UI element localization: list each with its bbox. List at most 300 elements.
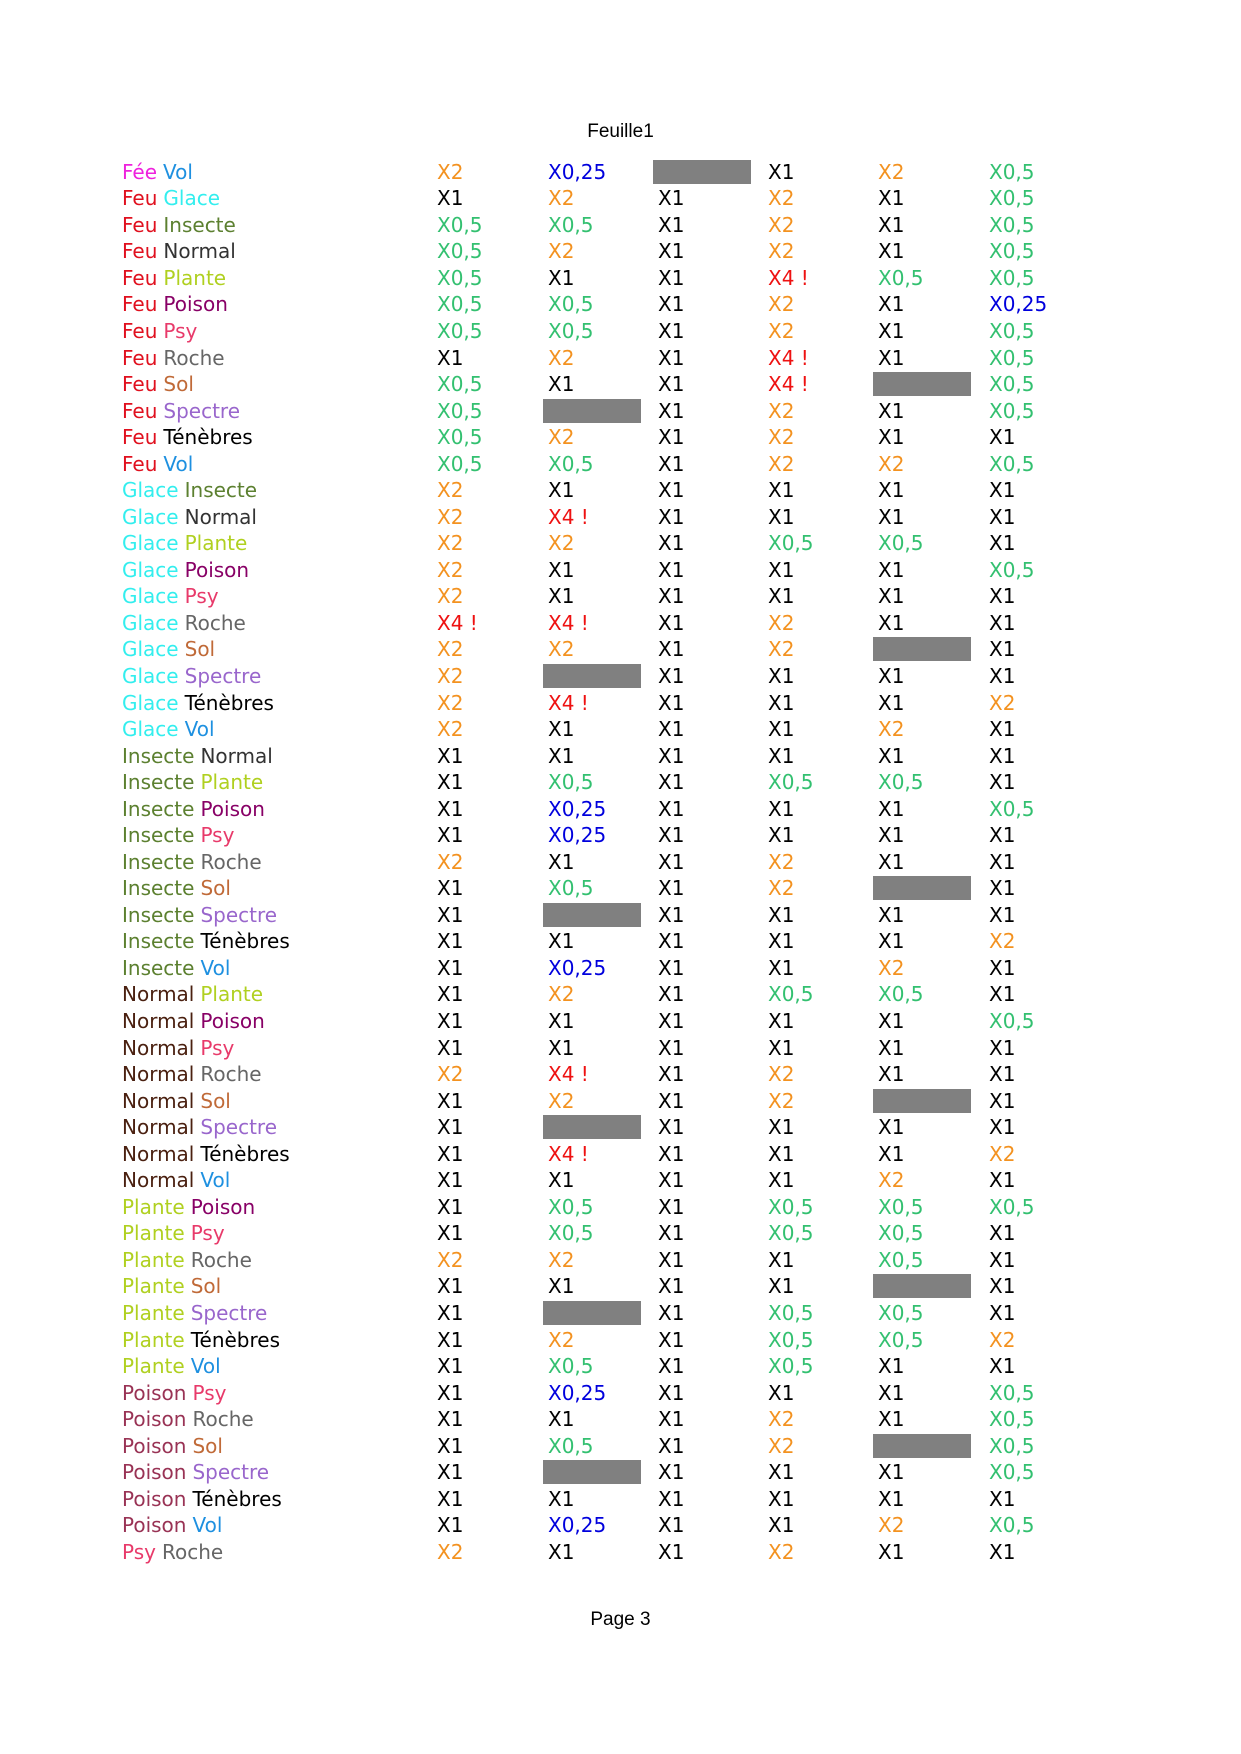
multiplier-value: X1 bbox=[768, 1486, 795, 1511]
multiplier-value: X1 bbox=[878, 849, 905, 874]
multiplier-value: X1 bbox=[437, 1460, 464, 1485]
secondary-type: Spectre bbox=[190, 1300, 268, 1325]
multiplier-value: X1 bbox=[989, 1539, 1016, 1564]
multiplier-value: X1 bbox=[658, 478, 685, 503]
multiplier-value: X1 bbox=[768, 478, 795, 503]
multiplier-cell bbox=[658, 1141, 768, 1168]
multiplier-cell bbox=[658, 690, 768, 717]
multiplier-value: X1 bbox=[989, 425, 1016, 450]
multiplier-value: X1 bbox=[548, 929, 575, 954]
multiplier-value: X1 bbox=[658, 372, 685, 397]
multiplier-cell bbox=[878, 1327, 988, 1354]
primary-type: Glace bbox=[122, 504, 179, 529]
multiplier-value: X0,5 bbox=[548, 318, 594, 343]
secondary-type: Plante bbox=[163, 265, 227, 290]
multiplier-cell bbox=[548, 1088, 658, 1115]
multiplier-cell bbox=[548, 291, 658, 318]
multiplier-value: X2 bbox=[768, 1407, 795, 1432]
multiplier-cell bbox=[768, 345, 878, 372]
secondary-type: Psy bbox=[184, 584, 219, 609]
multiplier-value: X1 bbox=[989, 610, 1016, 635]
multiplier-cell bbox=[768, 557, 878, 584]
multiplier-cell bbox=[548, 690, 658, 717]
multiplier-value: X2 bbox=[437, 849, 464, 874]
multiplier-cell bbox=[658, 1512, 768, 1539]
multiplier-cell bbox=[437, 1114, 547, 1141]
table-row bbox=[0, 1300, 1241, 1327]
multiplier-cell bbox=[768, 1406, 878, 1433]
primary-type: Poison bbox=[122, 1407, 187, 1432]
multiplier-value: X2 bbox=[548, 982, 575, 1007]
multiplier-cell bbox=[437, 477, 547, 504]
multiplier-cell bbox=[658, 743, 768, 770]
secondary-type: Sol bbox=[200, 1088, 231, 1113]
multiplier-value: X2 bbox=[548, 637, 575, 662]
multiplier-cell bbox=[658, 185, 768, 212]
multiplier-cell bbox=[878, 1194, 988, 1221]
multiplier-value: X2 bbox=[437, 690, 464, 715]
multiplier-cell bbox=[658, 557, 768, 584]
empty-cell bbox=[873, 1089, 971, 1113]
multiplier-cell bbox=[878, 1247, 988, 1274]
multiplier-cell bbox=[548, 610, 658, 637]
secondary-type: Spectre bbox=[200, 1115, 277, 1140]
secondary-type: Sol bbox=[163, 372, 194, 397]
multiplier-value: X1 bbox=[768, 1460, 795, 1485]
multiplier-value: X0,5 bbox=[548, 1194, 594, 1219]
multiplier-cell bbox=[768, 1114, 878, 1141]
secondary-type: Plante bbox=[184, 531, 248, 556]
multiplier-cell bbox=[548, 1512, 658, 1539]
multiplier-value: X1 bbox=[989, 876, 1016, 901]
multiplier-cell bbox=[768, 238, 878, 265]
secondary-type: Normal bbox=[163, 239, 236, 264]
multiplier-value: X2 bbox=[437, 531, 464, 556]
multiplier-cell bbox=[548, 1327, 658, 1354]
type-combination-label bbox=[122, 796, 265, 823]
multiplier-cell bbox=[989, 796, 1099, 823]
multiplier-cell bbox=[989, 1300, 1099, 1327]
multiplier-value: X1 bbox=[768, 1115, 795, 1140]
multiplier-value: X2 bbox=[437, 504, 464, 529]
multiplier-value: X1 bbox=[437, 902, 464, 927]
multiplier-value: X1 bbox=[878, 345, 905, 370]
multiplier-cell bbox=[768, 1459, 878, 1486]
type-combination-label bbox=[122, 1247, 252, 1274]
multiplier-cell bbox=[878, 822, 988, 849]
type-combination-label bbox=[122, 345, 225, 372]
table-row bbox=[0, 1061, 1241, 1088]
table-row bbox=[0, 716, 1241, 743]
multiplier-value: X2 bbox=[768, 1433, 795, 1458]
multiplier-value: X0,5 bbox=[768, 1221, 814, 1246]
multiplier-cell bbox=[548, 1167, 658, 1194]
type-combination-label bbox=[122, 1114, 277, 1141]
multiplier-cell bbox=[658, 610, 768, 637]
multiplier-value: X0,5 bbox=[989, 451, 1035, 476]
multiplier-cell bbox=[989, 690, 1099, 717]
secondary-type: Insecte bbox=[163, 212, 236, 237]
primary-type: Normal bbox=[122, 1141, 195, 1166]
type-combination-label bbox=[122, 1406, 254, 1433]
multiplier-cell bbox=[989, 1114, 1099, 1141]
table-row bbox=[0, 1273, 1241, 1300]
multiplier-cell bbox=[768, 1327, 878, 1354]
multiplier-value: X1 bbox=[437, 823, 464, 848]
empty-cell bbox=[873, 1274, 971, 1298]
multiplier-cell bbox=[878, 1406, 988, 1433]
multiplier-value: X2 bbox=[768, 186, 795, 211]
multiplier-value: X1 bbox=[658, 610, 685, 635]
table-row bbox=[0, 530, 1241, 557]
multiplier-cell bbox=[768, 185, 878, 212]
primary-type: Feu bbox=[122, 425, 158, 450]
multiplier-cell bbox=[548, 557, 658, 584]
multiplier-cell bbox=[437, 690, 547, 717]
multiplier-cell bbox=[878, 690, 988, 717]
table-row bbox=[0, 743, 1241, 770]
multiplier-value: X1 bbox=[878, 610, 905, 635]
multiplier-value: X1 bbox=[989, 743, 1016, 768]
multiplier-cell bbox=[437, 1380, 547, 1407]
primary-type: Plante bbox=[122, 1194, 185, 1219]
multiplier-value: X1 bbox=[658, 1513, 685, 1538]
multiplier-cell bbox=[878, 504, 988, 531]
multiplier-cell bbox=[548, 451, 658, 478]
multiplier-value: X1 bbox=[989, 664, 1016, 688]
multiplier-cell bbox=[658, 849, 768, 876]
multiplier-value: X1 bbox=[878, 1460, 905, 1485]
multiplier-cell bbox=[989, 1512, 1099, 1539]
multiplier-cell bbox=[878, 1061, 988, 1088]
multiplier-cell bbox=[878, 265, 988, 292]
multiplier-cell bbox=[768, 610, 878, 637]
multiplier-value: X2 bbox=[437, 717, 464, 742]
multiplier-cell bbox=[878, 849, 988, 876]
table-row bbox=[0, 1008, 1241, 1035]
multiplier-cell bbox=[548, 875, 658, 902]
multiplier-cell bbox=[548, 212, 658, 239]
multiplier-cell bbox=[437, 371, 547, 398]
multiplier-value: X1 bbox=[989, 531, 1016, 556]
multiplier-cell bbox=[768, 928, 878, 955]
secondary-type: Ténèbres bbox=[192, 1486, 282, 1511]
multiplier-cell bbox=[658, 636, 768, 663]
multiplier-value: X0,25 bbox=[548, 796, 607, 821]
multiplier-value: X1 bbox=[768, 1141, 795, 1166]
multiplier-value: X1 bbox=[989, 1221, 1016, 1246]
multiplier-cell bbox=[989, 583, 1099, 610]
multiplier-value: X1 bbox=[989, 955, 1016, 980]
multiplier-cell bbox=[768, 1512, 878, 1539]
multiplier-cell bbox=[658, 955, 768, 982]
multiplier-value: X2 bbox=[878, 159, 905, 184]
type-combination-label bbox=[122, 690, 274, 717]
multiplier-value: X1 bbox=[768, 1274, 795, 1299]
multiplier-value: X1 bbox=[658, 849, 685, 874]
primary-type: Normal bbox=[122, 982, 195, 1007]
multiplier-cell bbox=[658, 291, 768, 318]
multiplier-cell bbox=[548, 743, 658, 770]
empty-cell bbox=[873, 372, 971, 396]
multiplier-value: X1 bbox=[768, 1168, 795, 1193]
table-row bbox=[0, 796, 1241, 823]
secondary-type: Roche bbox=[200, 849, 262, 874]
multiplier-value: X1 bbox=[437, 186, 464, 211]
multiplier-value: X1 bbox=[658, 1380, 685, 1405]
multiplier-value: X1 bbox=[768, 902, 795, 927]
primary-type: Psy bbox=[122, 1539, 156, 1564]
primary-type: Fée bbox=[122, 159, 158, 184]
multiplier-cell bbox=[548, 265, 658, 292]
empty-cell bbox=[543, 903, 641, 927]
multiplier-value: X0,5 bbox=[548, 212, 594, 237]
multiplier-value: X0,5 bbox=[437, 425, 483, 450]
table-row bbox=[0, 185, 1241, 212]
primary-type: Glace bbox=[122, 717, 179, 742]
multiplier-cell bbox=[658, 1406, 768, 1433]
multiplier-value: X4 ! bbox=[768, 372, 809, 397]
multiplier-value: X1 bbox=[658, 345, 685, 370]
multiplier-cell bbox=[658, 1380, 768, 1407]
secondary-type: Ténèbres bbox=[200, 1141, 290, 1166]
primary-type: Insecte bbox=[122, 796, 195, 821]
multiplier-value: X0,5 bbox=[548, 876, 594, 901]
table-row bbox=[0, 610, 1241, 637]
multiplier-cell bbox=[658, 318, 768, 345]
multiplier-cell bbox=[989, 1406, 1099, 1433]
multiplier-cell bbox=[437, 663, 547, 690]
table-row bbox=[0, 1539, 1241, 1566]
multiplier-cell bbox=[548, 849, 658, 876]
multiplier-value: X1 bbox=[658, 504, 685, 529]
table-row bbox=[0, 1380, 1241, 1407]
type-combination-label bbox=[122, 291, 228, 318]
primary-type: Normal bbox=[122, 1009, 195, 1034]
multiplier-value: X1 bbox=[658, 557, 685, 582]
multiplier-value: X1 bbox=[878, 1486, 905, 1511]
secondary-type: Sol bbox=[184, 637, 216, 662]
multiplier-value: X0,5 bbox=[768, 1354, 814, 1379]
multiplier-cell bbox=[658, 981, 768, 1008]
multiplier-cell bbox=[658, 769, 768, 796]
secondary-type: Ténèbres bbox=[184, 690, 274, 715]
multiplier-cell bbox=[437, 1061, 547, 1088]
multiplier-cell bbox=[658, 875, 768, 902]
multiplier-value: X1 bbox=[437, 929, 464, 954]
multiplier-value: X1 bbox=[989, 1486, 1016, 1511]
multiplier-cell bbox=[989, 743, 1099, 770]
multiplier-value: X0,5 bbox=[548, 292, 594, 317]
empty-cell bbox=[543, 664, 641, 688]
multiplier-cell bbox=[989, 928, 1099, 955]
multiplier-cell bbox=[878, 1167, 988, 1194]
multiplier-cell bbox=[878, 424, 988, 451]
table-row bbox=[0, 398, 1241, 425]
secondary-type: Psy bbox=[192, 1380, 227, 1405]
multiplier-cell bbox=[548, 318, 658, 345]
multiplier-cell bbox=[548, 1035, 658, 1062]
type-combination-label bbox=[122, 530, 247, 557]
multiplier-value: X0,5 bbox=[989, 1433, 1035, 1458]
multiplier-cell bbox=[878, 902, 988, 929]
multiplier-cell bbox=[437, 1433, 547, 1460]
multiplier-value: X0,5 bbox=[989, 1460, 1035, 1485]
multiplier-cell bbox=[768, 1486, 878, 1513]
table-row bbox=[0, 1088, 1241, 1115]
primary-type: Feu bbox=[122, 265, 158, 290]
primary-type: Insecte bbox=[122, 955, 195, 980]
multiplier-value: X0,5 bbox=[548, 451, 594, 476]
table-row bbox=[0, 159, 1241, 186]
multiplier-value: X4 ! bbox=[548, 1141, 589, 1166]
table-row bbox=[0, 1512, 1241, 1539]
empty-cell bbox=[873, 1434, 971, 1458]
multiplier-cell bbox=[768, 1353, 878, 1380]
secondary-type: Sol bbox=[192, 1433, 223, 1458]
multiplier-cell bbox=[548, 822, 658, 849]
multiplier-value: X1 bbox=[768, 690, 795, 715]
multiplier-value: X1 bbox=[658, 398, 685, 423]
multiplier-value: X1 bbox=[768, 664, 795, 688]
multiplier-value: X1 bbox=[548, 849, 575, 874]
multiplier-value: X1 bbox=[878, 1141, 905, 1166]
multiplier-value: X4 ! bbox=[548, 504, 589, 529]
secondary-type: Vol bbox=[184, 717, 215, 742]
primary-type: Glace bbox=[122, 531, 179, 556]
multiplier-cell bbox=[989, 185, 1099, 212]
multiplier-cell bbox=[989, 1194, 1099, 1221]
type-combination-label bbox=[122, 769, 263, 796]
table-row bbox=[0, 1247, 1241, 1274]
multiplier-value: X2 bbox=[768, 212, 795, 237]
multiplier-cell bbox=[437, 1247, 547, 1274]
multiplier-value: X0,5 bbox=[989, 372, 1035, 397]
type-combination-label bbox=[122, 636, 215, 663]
multiplier-value: X2 bbox=[989, 690, 1016, 715]
multiplier-value: X0,25 bbox=[548, 159, 607, 184]
multiplier-value: X0,5 bbox=[989, 1407, 1035, 1432]
multiplier-cell bbox=[548, 955, 658, 982]
multiplier-cell bbox=[768, 1380, 878, 1407]
multiplier-value: X2 bbox=[768, 425, 795, 450]
primary-type: Glace bbox=[122, 584, 179, 609]
multiplier-cell bbox=[437, 1327, 547, 1354]
multiplier-value: X0,5 bbox=[878, 1247, 924, 1272]
multiplier-value: X1 bbox=[437, 1327, 464, 1352]
multiplier-value: X1 bbox=[878, 902, 905, 927]
primary-type: Plante bbox=[122, 1327, 185, 1352]
type-combination-label bbox=[122, 1194, 255, 1221]
multiplier-value: X2 bbox=[768, 318, 795, 343]
multiplier-cell bbox=[437, 212, 547, 239]
multiplier-cell bbox=[658, 345, 768, 372]
multiplier-cell bbox=[989, 849, 1099, 876]
multiplier-value: X1 bbox=[548, 478, 575, 503]
secondary-type: Psy bbox=[163, 318, 198, 343]
type-combination-label bbox=[122, 504, 257, 531]
multiplier-value: X1 bbox=[658, 1247, 685, 1272]
type-combination-label bbox=[122, 1486, 282, 1513]
multiplier-cell bbox=[989, 1167, 1099, 1194]
multiplier-cell bbox=[768, 902, 878, 929]
multiplier-value: X1 bbox=[878, 557, 905, 582]
secondary-type: Poison bbox=[184, 557, 250, 582]
multiplier-cell bbox=[989, 636, 1099, 663]
multiplier-value: X1 bbox=[658, 1035, 685, 1060]
multiplier-cell bbox=[548, 238, 658, 265]
table-row bbox=[0, 1406, 1241, 1433]
secondary-type: Plante bbox=[200, 770, 264, 795]
multiplier-value: X1 bbox=[658, 1460, 685, 1485]
multiplier-cell bbox=[989, 424, 1099, 451]
multiplier-value: X1 bbox=[878, 1407, 905, 1432]
table-row bbox=[0, 238, 1241, 265]
table-row bbox=[0, 1220, 1241, 1247]
multiplier-value: X0,5 bbox=[548, 770, 594, 795]
multiplier-value: X2 bbox=[437, 584, 464, 609]
multiplier-value: X1 bbox=[437, 1168, 464, 1193]
multiplier-cell bbox=[989, 291, 1099, 318]
multiplier-value: X1 bbox=[878, 318, 905, 343]
type-combination-label bbox=[122, 1327, 280, 1354]
table-row bbox=[0, 822, 1241, 849]
multiplier-cell bbox=[437, 451, 547, 478]
multiplier-value: X1 bbox=[658, 292, 685, 317]
multiplier-cell bbox=[989, 716, 1099, 743]
multiplier-value: X1 bbox=[548, 557, 575, 582]
secondary-type: Poison bbox=[163, 292, 228, 317]
multiplier-value: X1 bbox=[658, 451, 685, 476]
multiplier-cell bbox=[658, 1273, 768, 1300]
primary-type: Poison bbox=[122, 1513, 187, 1538]
multiplier-cell bbox=[437, 398, 547, 425]
multiplier-value: X1 bbox=[768, 1513, 795, 1538]
type-combination-label bbox=[122, 928, 290, 955]
multiplier-value: X1 bbox=[437, 876, 464, 901]
secondary-type: Roche bbox=[163, 345, 225, 370]
multiplier-value: X1 bbox=[437, 1274, 464, 1299]
multiplier-cell bbox=[548, 583, 658, 610]
multiplier-cell bbox=[437, 796, 547, 823]
multiplier-value: X1 bbox=[658, 1221, 685, 1246]
multiplier-value: X1 bbox=[658, 1115, 685, 1140]
table-row bbox=[0, 981, 1241, 1008]
multiplier-cell bbox=[768, 477, 878, 504]
multiplier-value: X1 bbox=[548, 743, 575, 768]
primary-type: Feu bbox=[122, 186, 158, 211]
multiplier-value: X1 bbox=[989, 770, 1016, 795]
secondary-type: Ténèbres bbox=[190, 1327, 281, 1352]
multiplier-cell bbox=[437, 557, 547, 584]
multiplier-cell bbox=[658, 1433, 768, 1460]
type-combination-label bbox=[122, 1088, 231, 1115]
primary-type: Feu bbox=[122, 212, 158, 237]
multiplier-value: X1 bbox=[658, 318, 685, 343]
multiplier-value: X1 bbox=[878, 212, 905, 237]
primary-type: Glace bbox=[122, 478, 179, 503]
multiplier-value: X0,5 bbox=[989, 239, 1035, 264]
secondary-type: Psy bbox=[200, 823, 235, 848]
secondary-type: Poison bbox=[200, 1009, 265, 1034]
multiplier-cell bbox=[437, 530, 547, 557]
table-row bbox=[0, 424, 1241, 451]
multiplier-value: X2 bbox=[548, 1327, 575, 1352]
multiplier-value: X0,5 bbox=[989, 1513, 1035, 1538]
multiplier-cell bbox=[768, 1141, 878, 1168]
multiplier-value: X1 bbox=[658, 1300, 685, 1325]
primary-type: Glace bbox=[122, 557, 179, 582]
